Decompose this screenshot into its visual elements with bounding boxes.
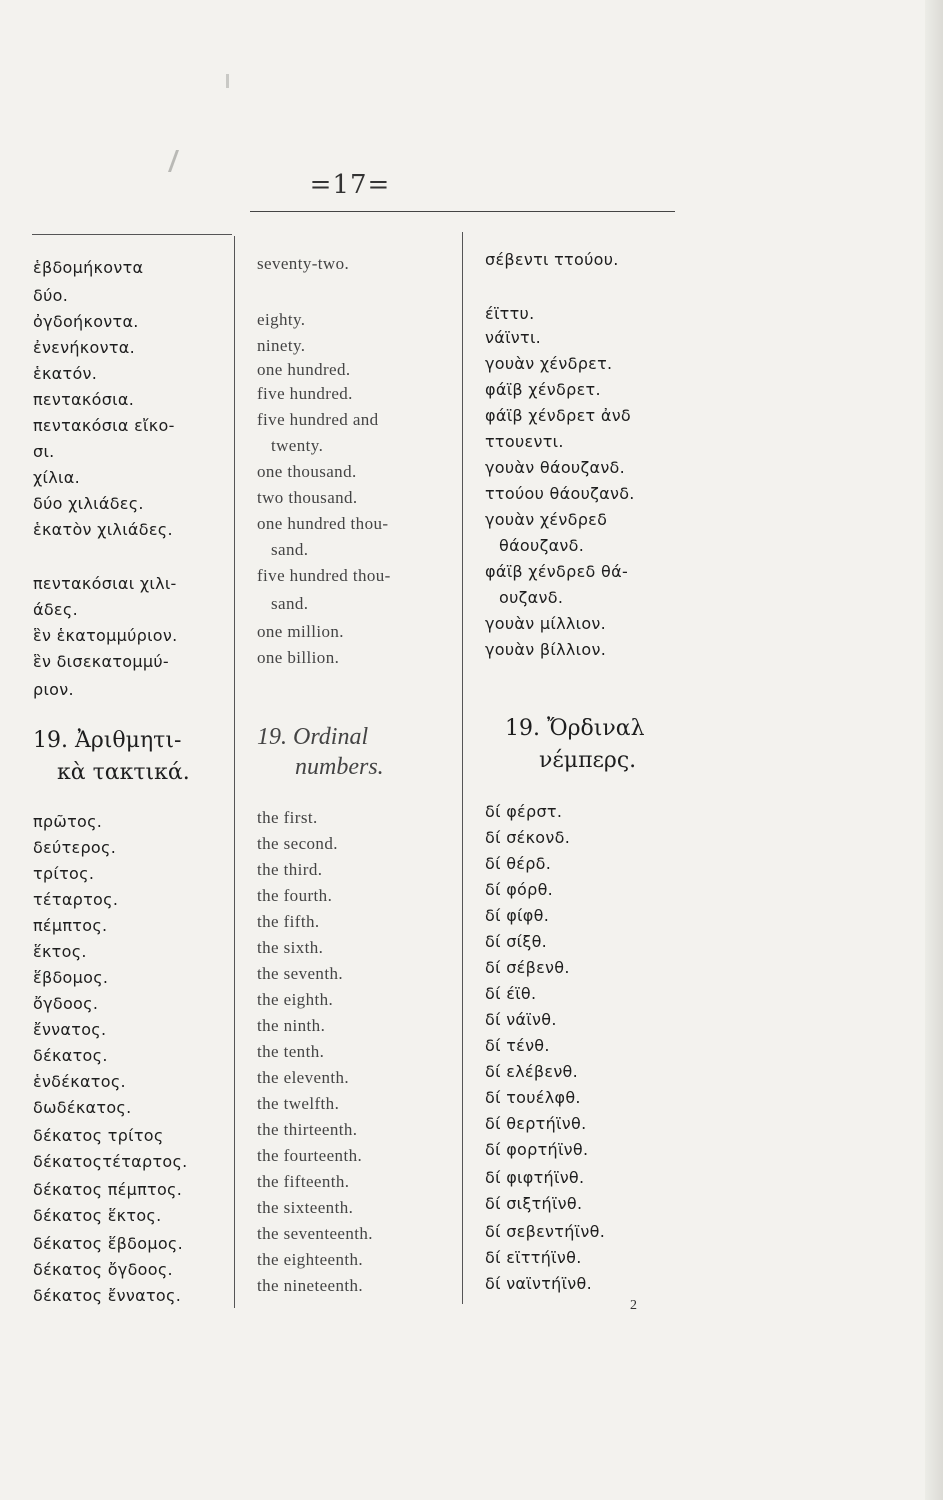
greek-entry: δύο χιλιάδες. xyxy=(33,494,144,513)
translit-ordinal: δί σίξθ. xyxy=(485,932,548,951)
greek-ordinal: ἔννατος. xyxy=(33,1020,107,1039)
english-ordinal: the tenth. xyxy=(257,1042,325,1061)
section-heading: numbers. xyxy=(295,754,384,780)
greek-entry: πεντακόσια εἴκο- xyxy=(33,416,175,435)
translit-entry: γουὰν θάουζανδ. xyxy=(485,458,626,477)
english-ordinal: the fourth. xyxy=(257,886,333,905)
greek-ordinal: ἑνδέκατος. xyxy=(33,1072,126,1091)
translit-ordinal: δί φορτήϊνθ. xyxy=(485,1140,589,1159)
english-entry: one hundred. xyxy=(257,360,351,379)
greek-entry: χίλια. xyxy=(33,468,80,487)
translit-entry: νάϊντι. xyxy=(485,328,542,347)
ink-mark xyxy=(226,74,229,88)
greek-entry: ἓν ἑκατομμύριον. xyxy=(33,626,178,645)
english-ordinal: the third. xyxy=(257,860,323,879)
translit-entry: σέβεντι ττούου. xyxy=(485,250,619,269)
translit-entry: ττούου θάουζανδ. xyxy=(485,484,635,503)
translit-entry: ττουεντι. xyxy=(485,432,564,451)
greek-ordinal: δεύτερος. xyxy=(33,838,117,857)
english-entry: two thousand. xyxy=(257,488,358,507)
translit-ordinal: δί θερτήϊνθ. xyxy=(485,1114,587,1133)
translit-ordinal: δί φίφθ. xyxy=(485,906,550,925)
greek-entry: άδες. xyxy=(33,600,78,619)
greek-ordinal: δέκατος ὄγδοος. xyxy=(33,1260,173,1279)
greek-entry: ριον. xyxy=(33,680,74,699)
english-ordinal: the eleventh. xyxy=(257,1068,350,1087)
translit-entry: γουὰν χένδρεδ xyxy=(485,510,608,529)
translit-ordinal: δί φόρθ. xyxy=(485,880,554,899)
section-heading: 19. Ἀριθμητι- xyxy=(33,728,182,753)
greek-ordinal: δέκατος πέμπτος. xyxy=(33,1180,183,1199)
section-heading: 19. Ὄρδιναλ xyxy=(505,716,645,741)
column-divider xyxy=(462,232,463,1304)
translit-entry: γουὰν χένδρετ. xyxy=(485,354,613,373)
english-entry: five hundred. xyxy=(257,384,353,403)
english-ordinal: the ninth. xyxy=(257,1016,326,1035)
greek-ordinal: δέκατος ἕβδομος. xyxy=(33,1234,183,1253)
greek-ordinal: δέκατος ἔννατος. xyxy=(33,1286,182,1305)
greek-ordinal: ἕβδομος. xyxy=(33,968,109,987)
english-entry: eighty. xyxy=(257,310,306,329)
translit-entry: ουζανδ. xyxy=(499,588,564,607)
english-ordinal: the fifteenth. xyxy=(257,1172,350,1191)
english-entry: five hundred thou- xyxy=(257,566,391,585)
greek-ordinal: τέταρτος. xyxy=(33,890,119,909)
section-heading: νέμπερς. xyxy=(539,748,637,773)
english-entry: twenty. xyxy=(271,436,324,455)
english-ordinal: the twelfth. xyxy=(257,1094,340,1113)
greek-entry: ἐνενήκοντα. xyxy=(33,338,136,357)
greek-entry: ἑκατόν. xyxy=(33,364,98,383)
translit-entry: γουὰν βίλλιον. xyxy=(485,640,607,659)
greek-ordinal: ἕκτος. xyxy=(33,942,87,961)
greek-entry: δύο. xyxy=(33,286,69,305)
translit-entry: φάϊβ χένδρετ. xyxy=(485,380,601,399)
english-entry: one hundred thou- xyxy=(257,514,389,533)
greek-entry: ὀγδοήκοντα. xyxy=(33,312,139,331)
english-entry: seventy-two. xyxy=(257,254,350,273)
section-heading: κὰ τακτικά. xyxy=(57,760,190,785)
section-heading: 19. Ordinal xyxy=(257,724,369,750)
greek-ordinal: πρῶτος. xyxy=(33,812,103,831)
english-ordinal: the first. xyxy=(257,808,318,827)
ink-mark xyxy=(168,150,179,172)
greek-ordinal: τρίτος. xyxy=(33,864,95,883)
column-divider xyxy=(234,236,235,1308)
english-entry: sand. xyxy=(271,540,309,559)
english-ordinal: the seventeenth. xyxy=(257,1224,373,1243)
translit-ordinal: δί έϊθ. xyxy=(485,984,537,1003)
greek-entry: πεντακόσια. xyxy=(33,390,135,409)
greek-ordinal: ὄγδοος. xyxy=(33,994,99,1013)
translit-entry: έϊττυ. xyxy=(485,304,535,323)
page-edge xyxy=(925,0,943,1500)
translit-entry: φάϊβ χένδρετ ἀνδ xyxy=(485,406,632,425)
english-entry: ninety. xyxy=(257,336,306,355)
english-ordinal: the fourteenth. xyxy=(257,1146,363,1165)
english-ordinal: the eighth. xyxy=(257,990,334,1009)
header-rule xyxy=(250,211,675,212)
english-ordinal: the nineteenth. xyxy=(257,1276,364,1295)
english-entry: one thousand. xyxy=(257,462,357,481)
english-entry: sand. xyxy=(271,594,309,613)
translit-entry: φάϊβ χένδρεδ θά- xyxy=(485,562,629,581)
translit-ordinal: δί τουέλφθ. xyxy=(485,1088,581,1107)
english-ordinal: the sixteenth. xyxy=(257,1198,354,1217)
translit-entry: θάουζανδ. xyxy=(499,536,585,555)
translit-ordinal: δί ελέβενθ. xyxy=(485,1062,579,1081)
translit-ordinal: δί φιφτήϊνθ. xyxy=(485,1168,585,1187)
translit-ordinal: δί θέρδ. xyxy=(485,854,552,873)
greek-ordinal: δέκατος ἕκτος. xyxy=(33,1206,162,1225)
greek-ordinal: πέμπτος. xyxy=(33,916,108,935)
greek-entry: ἓν δισεκατομμύ- xyxy=(33,652,169,671)
english-entry: one million. xyxy=(257,622,344,641)
translit-ordinal: δί σέκονδ. xyxy=(485,828,571,847)
translit-ordinal: δί σεβεντήϊνθ. xyxy=(485,1222,606,1241)
translit-ordinal: δί νάϊνθ. xyxy=(485,1010,557,1029)
english-ordinal: the seventh. xyxy=(257,964,343,983)
english-ordinal: the fifth. xyxy=(257,912,320,931)
english-entry: one billion. xyxy=(257,648,340,667)
greek-entry: ἑβδομήκοντα xyxy=(33,258,144,277)
translit-ordinal: δί ναϊντήϊνθ. xyxy=(485,1274,593,1293)
greek-ordinal: δέκατοςτέταρτος. xyxy=(33,1152,188,1171)
greek-ordinal: δέκατος τρίτος xyxy=(33,1126,164,1145)
english-ordinal: the second. xyxy=(257,834,338,853)
greek-ordinal: δέκατος. xyxy=(33,1046,108,1065)
signature-mark: 2 xyxy=(630,1298,637,1313)
translit-ordinal: δί φέρστ. xyxy=(485,802,563,821)
greek-entry: σι. xyxy=(33,442,55,461)
translit-entry: γουὰν μίλλιον. xyxy=(485,614,607,633)
english-entry: five hundred and xyxy=(257,410,379,429)
english-ordinal: the eighteenth. xyxy=(257,1250,364,1269)
translit-ordinal: δί σιξτήϊνθ. xyxy=(485,1194,583,1213)
page-number: =17= xyxy=(309,170,391,200)
translit-ordinal: δί τένθ. xyxy=(485,1036,550,1055)
greek-entry: ἑκατὸν χιλιάδες. xyxy=(33,520,173,539)
translit-ordinal: δί σέβενθ. xyxy=(485,958,570,977)
english-ordinal: the sixth. xyxy=(257,938,324,957)
greek-ordinal: δωδέκατος. xyxy=(33,1098,132,1117)
translit-ordinal: δί εϊττήϊνθ. xyxy=(485,1248,582,1267)
english-ordinal: the thirteenth. xyxy=(257,1120,358,1139)
column-rule xyxy=(32,234,232,235)
greek-entry: πεντακόσιαι χιλι- xyxy=(33,574,177,593)
